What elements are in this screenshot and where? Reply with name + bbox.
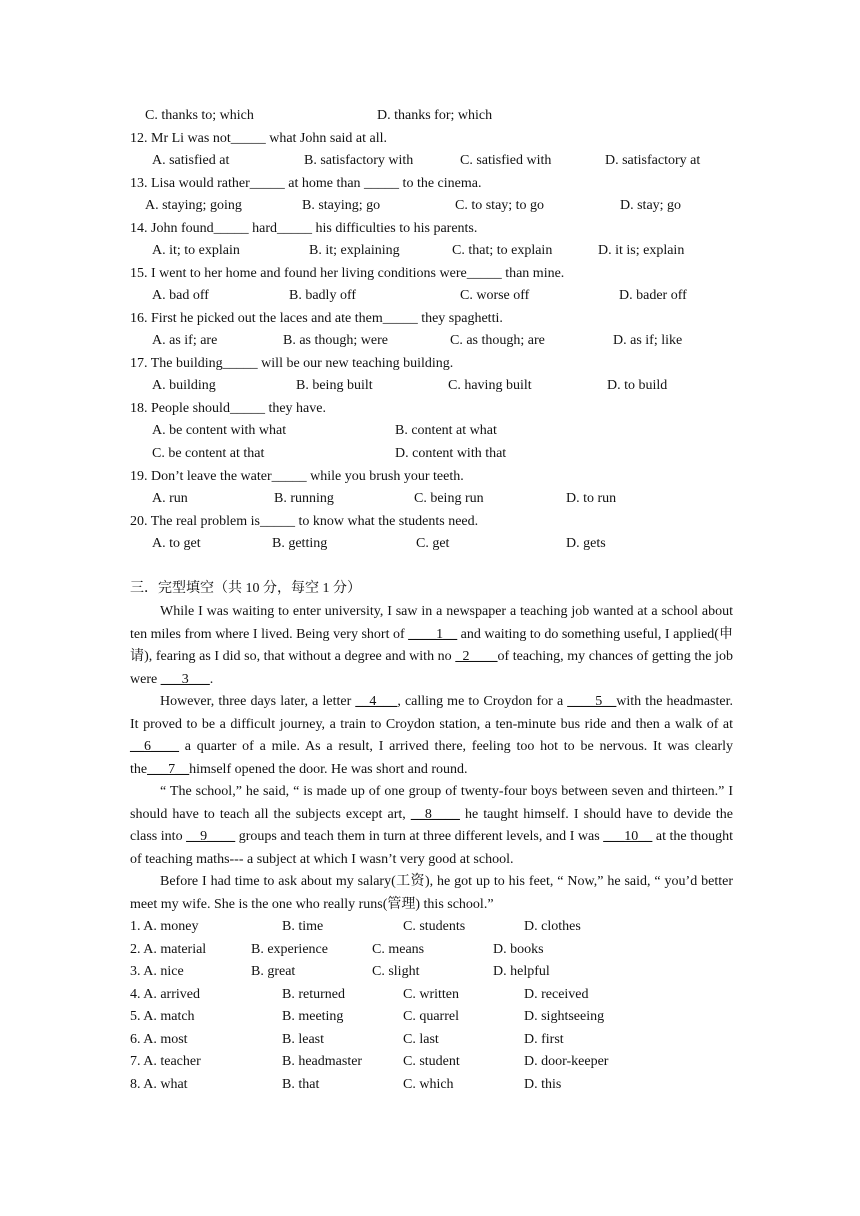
option-d: D. to build [607, 378, 668, 393]
blank-7: ___7__ [147, 761, 190, 777]
option-c: C. last [403, 1032, 439, 1047]
passage-text: . [209, 671, 214, 687]
cloze-options-2 [130, 940, 734, 960]
option-b: B. time [282, 919, 324, 934]
option-b: B. headmaster [282, 1054, 363, 1069]
cloze-options-4 [130, 985, 734, 1005]
passage-text: himself opened the door. He was short and round. [189, 761, 468, 777]
option-a: 2. A. material [130, 942, 207, 957]
option-c: C. having built [448, 378, 532, 393]
option-a: A. satisfied at [152, 153, 230, 168]
option-b: B. content at what [395, 423, 497, 438]
passage-text: Before I had time to ask about my salary(工资), he got up to his feet, “ Now,” he said, “ you’d better meet my wife. She is the one who really runs(管理) this school.” [130, 874, 733, 912]
cloze-options-6 [130, 1030, 734, 1050]
passage-text: While I was waiting to enter university, I saw in a newspaper a teaching job wanted at a school about ten miles from where I lived. Being very short of [130, 604, 733, 642]
blank-4: __4___ [355, 694, 398, 709]
blank-5: ____5__ [567, 694, 617, 709]
blank-9: __9____ [186, 829, 236, 845]
passage-text: groups and teach them in turn at three different levels, and I was [235, 829, 604, 845]
passage-paragraph-1 [130, 601, 733, 691]
option-d: D. books [493, 942, 544, 957]
question-18-options-row1 [130, 421, 734, 441]
question-19-stem: 19. Don’t leave the water_____ while you brush your teeth. [130, 469, 464, 484]
option-d: D. received [524, 987, 589, 1002]
question-17-options [130, 376, 734, 396]
blank-2: 2____ [455, 649, 498, 665]
option-d: D. helpful [493, 964, 550, 979]
option-c: C. be content at that [152, 446, 265, 461]
option-d: D. satisfactory at [605, 153, 701, 168]
option-a: A. staying; going [145, 198, 242, 213]
option-c: C. thanks to; which [145, 108, 254, 123]
question-12-stem: 12. Mr Li was not_____ what John said at all. [130, 131, 388, 146]
option-a: 3. A. nice [130, 964, 184, 979]
option-d: D. this [524, 1077, 562, 1092]
blank-1: ____1__ [408, 626, 458, 642]
cloze-options-1 [130, 917, 734, 937]
option-d: D. bader off [619, 288, 687, 303]
option-d: D. clothes [524, 919, 581, 934]
passage-text: a quarter of a mile. As a result, I arrived there, feeling too hot to be nervous. It was clearly the [130, 739, 733, 777]
option-c: C. as though; are [450, 333, 545, 348]
option-b: B. getting [272, 536, 328, 551]
question-16-options [130, 331, 734, 351]
question-14-stem: 14. John found_____ hard_____ his difficulties to his parents. [130, 221, 478, 236]
option-c: C. written [403, 987, 459, 1002]
option-b: B. meeting [282, 1009, 344, 1024]
cloze-options-8 [130, 1075, 734, 1095]
passage-paragraph-3 [130, 781, 733, 871]
option-b: B. experience [251, 942, 328, 957]
question-13-stem: 13. Lisa would rather_____ at home than _____ to the cinema. [130, 176, 482, 191]
option-c: C. worse off [460, 288, 530, 303]
option-c: C. satisfied with [460, 153, 552, 168]
passage-text: “ The school,” he said, “ is made up of one group of twenty-four boys between seven and thirteen.” I should have to teach all the subjects except art, [130, 784, 733, 822]
q11-options [130, 106, 734, 126]
option-b: B. badly off [289, 288, 357, 303]
option-a: A. as if; are [152, 333, 218, 348]
question-17-stem: 17. The building_____ will be our new teaching building. [130, 356, 454, 371]
option-b: B. least [282, 1032, 324, 1047]
option-d: D. it is; explain [598, 243, 685, 258]
passage-text: However, three days later, a letter [160, 694, 356, 709]
option-b: B. satisfactory with [304, 153, 414, 168]
option-d: D. stay; go [620, 198, 682, 213]
option-a: 6. A. most [130, 1032, 188, 1047]
option-b: B. it; explaining [309, 243, 400, 258]
option-a: A. building [152, 378, 216, 393]
question-14-options [130, 241, 734, 261]
option-c: C. students [403, 919, 466, 934]
option-d: D. first [524, 1032, 564, 1047]
passage-text: of teaching, my chances of getting the job were [130, 649, 734, 687]
passage-paragraph-4 [130, 871, 733, 916]
option-b: B. returned [282, 987, 345, 1002]
option-a: A. bad off [152, 288, 209, 303]
option-b: B. as though; were [283, 333, 388, 348]
option-c: C. get [416, 536, 450, 551]
blank-10: ___10__ [603, 829, 653, 845]
option-c: C. means [372, 942, 425, 957]
question-20-stem: 20. The real problem is_____ to know what the students need. [130, 514, 479, 529]
passage-text: , calling me to Croydon for a [397, 694, 568, 709]
option-b: B. being built [296, 378, 373, 393]
cloze-options-5 [130, 1007, 734, 1027]
option-a: 8. A. what [130, 1077, 188, 1092]
option-c: C. student [403, 1054, 460, 1069]
option-b: B. great [251, 964, 296, 979]
question-18-stem: 18. People should_____ they have. [130, 401, 326, 416]
passage-text: at the thought of teaching maths--- a subject at which I wasn’t very good at school. [130, 829, 733, 867]
section-heading: 三．完型填空（共 10 分，每空 1 分） [130, 581, 361, 596]
question-16-stem: 16. First he picked out the laces and ate them_____ they spaghetti. [130, 311, 503, 326]
question-12-options [130, 151, 734, 171]
option-c: C. being run [414, 491, 484, 506]
option-a: 4. A. arrived [130, 987, 200, 1002]
option-c: C. slight [372, 964, 420, 979]
option-b: B. staying; go [302, 198, 381, 213]
question-13-options [130, 196, 734, 216]
question-20-options [130, 534, 734, 554]
option-d: D. content with that [395, 446, 507, 461]
option-d: D. door-keeper [524, 1054, 609, 1069]
question-15-stem: 15. I went to her home and found her living conditions were_____ than mine. [130, 266, 565, 281]
option-d: D. sightseeing [524, 1009, 605, 1024]
blank-6: __6____ [130, 739, 179, 755]
passage-paragraph-2 [130, 691, 733, 781]
option-d: D. as if; like [613, 333, 683, 348]
option-a: A. it; to explain [152, 243, 240, 258]
cloze-options-7 [130, 1052, 734, 1072]
option-a: A. to get [152, 536, 201, 551]
question-18-options-row2 [130, 444, 734, 464]
option-b: B. running [274, 491, 334, 506]
option-a: 7. A. teacher [130, 1054, 201, 1069]
passage-text: he taught himself. I should have to devide the class into [130, 806, 733, 845]
option-a: A. be content with what [152, 423, 287, 438]
option-a: 5. A. match [130, 1009, 195, 1024]
option-d: D. thanks for; which [377, 108, 493, 123]
cloze-options-3 [130, 962, 734, 982]
option-b: B. that [282, 1077, 320, 1092]
option-c: C. that; to explain [452, 243, 553, 258]
option-d: D. gets [566, 536, 606, 551]
option-a: A. run [152, 491, 188, 506]
blank-8: __8____ [410, 806, 460, 822]
option-d: D. to run [566, 491, 617, 506]
option-a: 1. A. money [130, 919, 199, 934]
passage-text: and waiting to do something useful, I applied(申请), fearing as I did so, that without a degree and with no [130, 626, 733, 665]
blank-3: ___3___ [160, 671, 210, 687]
question-19-options [130, 489, 734, 509]
question-15-options [130, 286, 734, 306]
option-c: C. to stay; to go [455, 198, 545, 213]
passage-text: with the headmaster. It proved to be a difficult journey, a train to Croydon station, a ten-minute bus ride and then a walk of at [130, 694, 733, 732]
option-c: C. quarrel [403, 1009, 459, 1024]
option-c: C. which [403, 1077, 454, 1092]
